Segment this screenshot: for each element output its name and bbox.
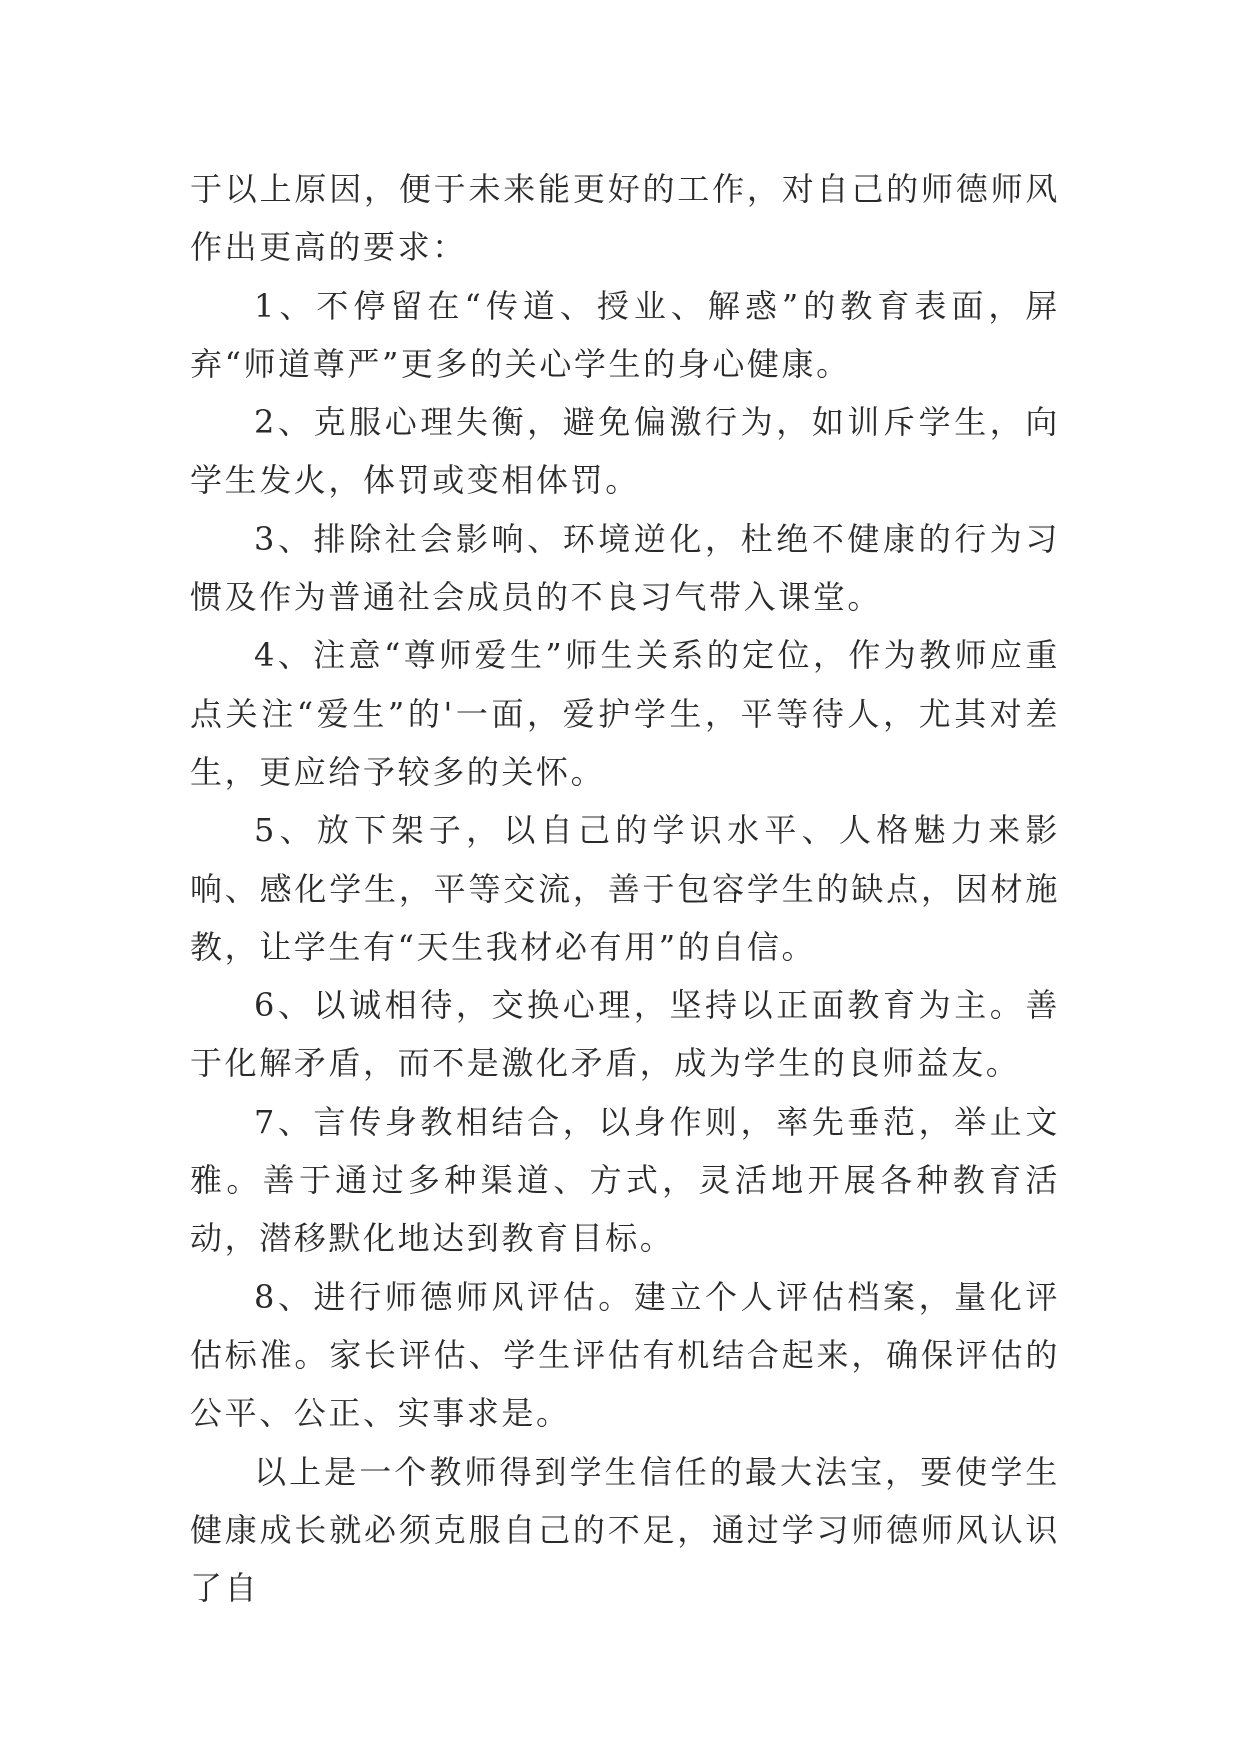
list-item-4: 4、注意“尊师爱生”师生关系的定位，作为教师应重点关注“爱生”的'一面，爱护学生，平等待人，尤其对差生，更应给予较多的关怀。 (190, 636, 1060, 791)
list-item-8: 8、进行师德师风评估。建立个人评估档案，量化评估标准。家长评估、学生评估有机结合起来，确保评估的公平、公正、实事求是。 (190, 1277, 1060, 1433)
document-body (190, 160, 1060, 1617)
list-item-3: 3、排除社会影响、环境逆化，杜绝不健康的行为习惯及作为普通社会成员的不良习气带入课堂。 (190, 519, 1060, 617)
list-item-2: 2、克服心理失衡，避免偏激行为，如训斥学生，向学生发火，体罚或变相体罚。 (190, 403, 1060, 500)
list-item-1: 1、不停留在“传道、授业、解惑”的教育表面，屏弃“师道尊严”更多的关心学生的身心健康。 (190, 286, 1060, 383)
paragraph-intro: 于以上原因，便于未来能更好的工作，对自己的师德师风作出更高的要求： (190, 170, 1060, 267)
list-item-7: 7、言传身教相结合，以身作则，率先垂范，举止文雅。善于通过多种渠道、方式，灵活地开展各种教育活动，潜移默化地达到教育目标。 (190, 1102, 1060, 1258)
list-item-6: 6、以诚相待，交换心理，坚持以正面教育为主。善于化解矛盾，而不是激化矛盾，成为学生的良师益友。 (190, 986, 1060, 1083)
list-item-5: 5、放下架子，以自己的学识水平、人格魅力来影响、感化学生，平等交流，善于包容学生的缺点，因材施教，让学生有“天生我材必有用”的自信。 (190, 811, 1060, 966)
paragraph-conclusion: 以上是一个教师得到学生信任的最大法宝，要使学生健康成长就必须克服自己的不足，通过学习师德师风认识了自 (190, 1452, 1060, 1608)
